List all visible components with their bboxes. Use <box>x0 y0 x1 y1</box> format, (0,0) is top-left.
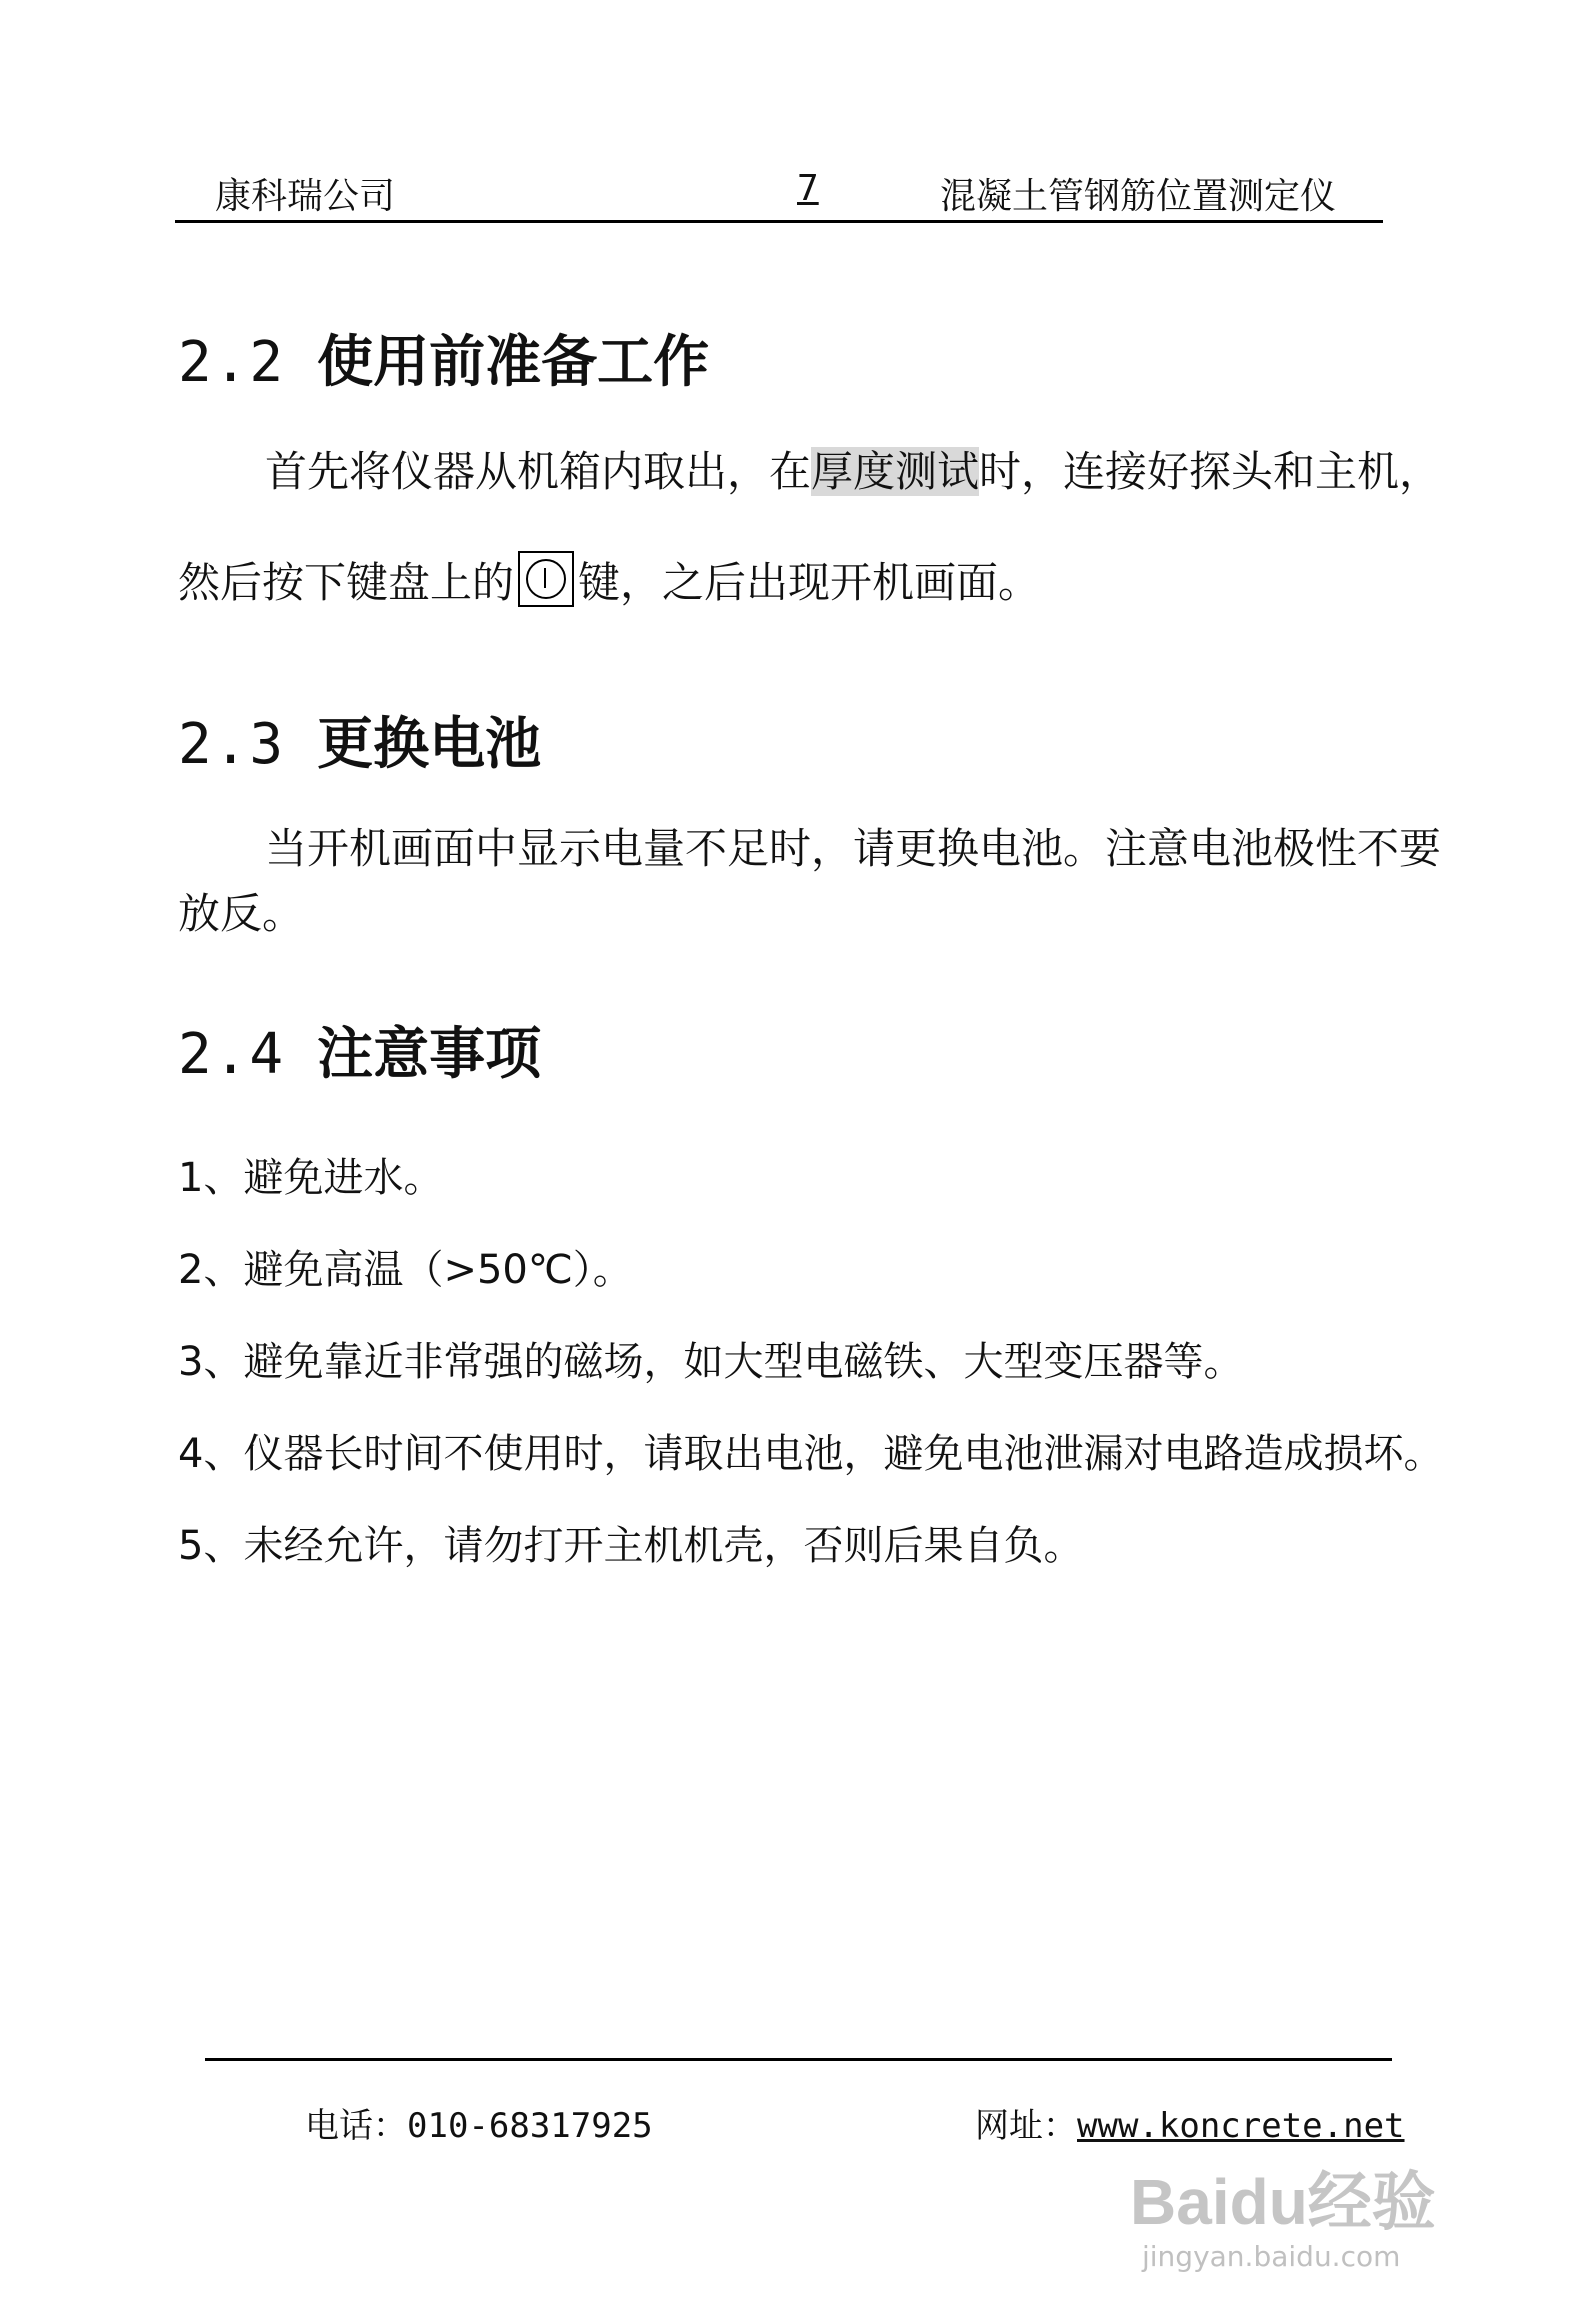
footer-phone: 电话：010-68317925 <box>305 2106 653 2146</box>
list-item: 5、未经允许，请勿打开主机机壳，否则后果自负。 <box>178 1523 1084 1569</box>
footer-rule <box>205 2058 1392 2061</box>
section-number: 2.2 <box>178 330 286 395</box>
footer-website: 网址：www.koncrete.net <box>975 2106 1405 2146</box>
header-rule <box>175 220 1383 223</box>
section-2-4-heading <box>178 1010 541 1090</box>
website-link[interactable]: www.koncrete.net <box>1077 2106 1405 2146</box>
header-company: 康科瑞公司 <box>215 176 396 217</box>
section-2-2-heading <box>178 318 709 398</box>
power-key-icon <box>518 551 574 607</box>
watermark-brand: Baidu经验 <box>1130 2166 1436 2238</box>
watermark-url: jingyan.baidu.com <box>1142 2240 1401 2273</box>
baidu-jingyan-watermark <box>1130 2166 1570 2290</box>
list-item: 3、避免靠近非常强的磁场，如大型电磁铁、大型变压器等。 <box>178 1339 1244 1385</box>
section-2-2-paragraph-line1: 首先将仪器从机箱内取出，在厚度测试时，连接好探头和主机， <box>265 447 1442 496</box>
highlighted-text: 厚度测试 <box>811 447 980 496</box>
section-number: 2.4 <box>178 1022 286 1087</box>
header-product: 混凝土管钢筋位置测定仪 <box>940 176 1337 217</box>
list-item: 2、避免高温（>50℃）。 <box>178 1247 633 1293</box>
section-title: 更换电池 <box>317 712 542 777</box>
section-2-2-paragraph-line2: 然后按下键盘上的 键，之后出现开机画面。 <box>178 551 1040 607</box>
section-2-3-paragraph-line1: 当开机画面中显示电量不足时，请更换电池。注意电池极性不要 <box>265 824 1442 873</box>
section-2-3-heading <box>178 700 541 780</box>
section-2-3-paragraph-line2: 放反。 <box>178 889 305 938</box>
header-page-number: 7 <box>797 168 819 209</box>
section-title: 使用前准备工作 <box>317 330 710 395</box>
list-item: 1、避免进水。 <box>178 1155 444 1201</box>
section-number: 2.3 <box>178 712 286 777</box>
section-title: 注意事项 <box>317 1022 542 1087</box>
list-item: 4、仪器长时间不使用时，请取出电池，避免电池泄漏对电路造成损坏。 <box>178 1431 1444 1477</box>
